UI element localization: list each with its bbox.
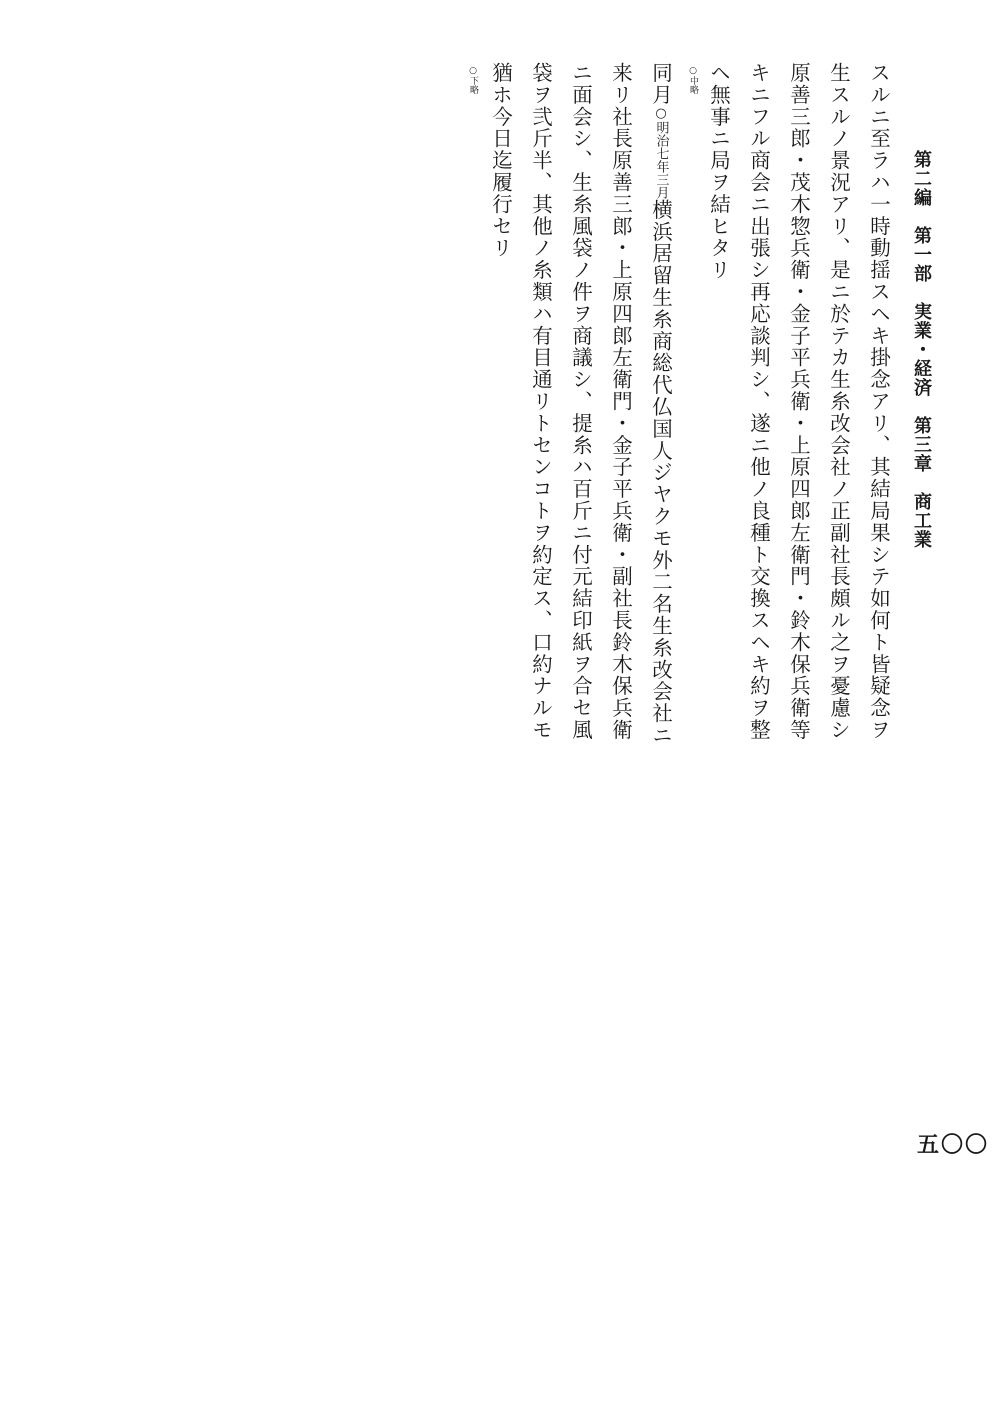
section2-line-5: 猶ホ今日迄履行セリ <box>488 62 513 260</box>
section2-line-1-prefix: 同月 <box>648 62 673 106</box>
section2-line-1 <box>650 62 671 746</box>
section1-line-5: ヘ無事ニ局ヲ結ヒタリ <box>706 62 731 281</box>
section1-line-1: スルニ至ラハ一時動揺スヘキ掛念アリ、其結局果シテ如何ト皆疑念ヲ <box>866 62 891 741</box>
section2-line-1-suffix: 横浜居留生糸商総代仏国人ジヤクモ外二名生糸改会社ニ <box>648 198 673 747</box>
page-number: 五〇〇 <box>917 1132 990 1158</box>
section1-line-3: 原善三郎・茂木惣兵衛・金子平兵衛・上原四郎左衛門・鈴木保兵衛等 <box>786 62 811 741</box>
section1-line-2: 生スルノ景況アリ、是ニ於テカ生糸改会社ノ正副社長頗ル之ヲ憂慮シ <box>826 62 851 741</box>
omission-note-middle: ○中略 <box>688 66 698 94</box>
section2-line-4: 袋ヲ弐斤半、其他ノ糸類ハ有目通リトセンコトヲ約定ス、口約ナルモ <box>528 62 553 741</box>
omission-note-end: ○下略 <box>468 66 478 94</box>
section2-line-2: 来リ社長原善三郎・上原四郎左衛門・金子平兵衛・副社長鈴木保兵衛 <box>608 62 633 741</box>
section2-line-3: ニ面会シ、生糸風袋ノ件ヲ商議シ、提糸ハ百斤ニ付元結印紙ヲ合セ風 <box>568 62 593 741</box>
section1-line-4: キニフル商会ニ出張シ再応談判シ、遂ニ他ノ良種ト交換スヘキ約ヲ整 <box>746 62 771 741</box>
running-head: 第二編 第一部 実業・経済 第三章 商工業 <box>911 150 932 549</box>
era-date-note: ○明治七年三月 <box>653 105 669 199</box>
